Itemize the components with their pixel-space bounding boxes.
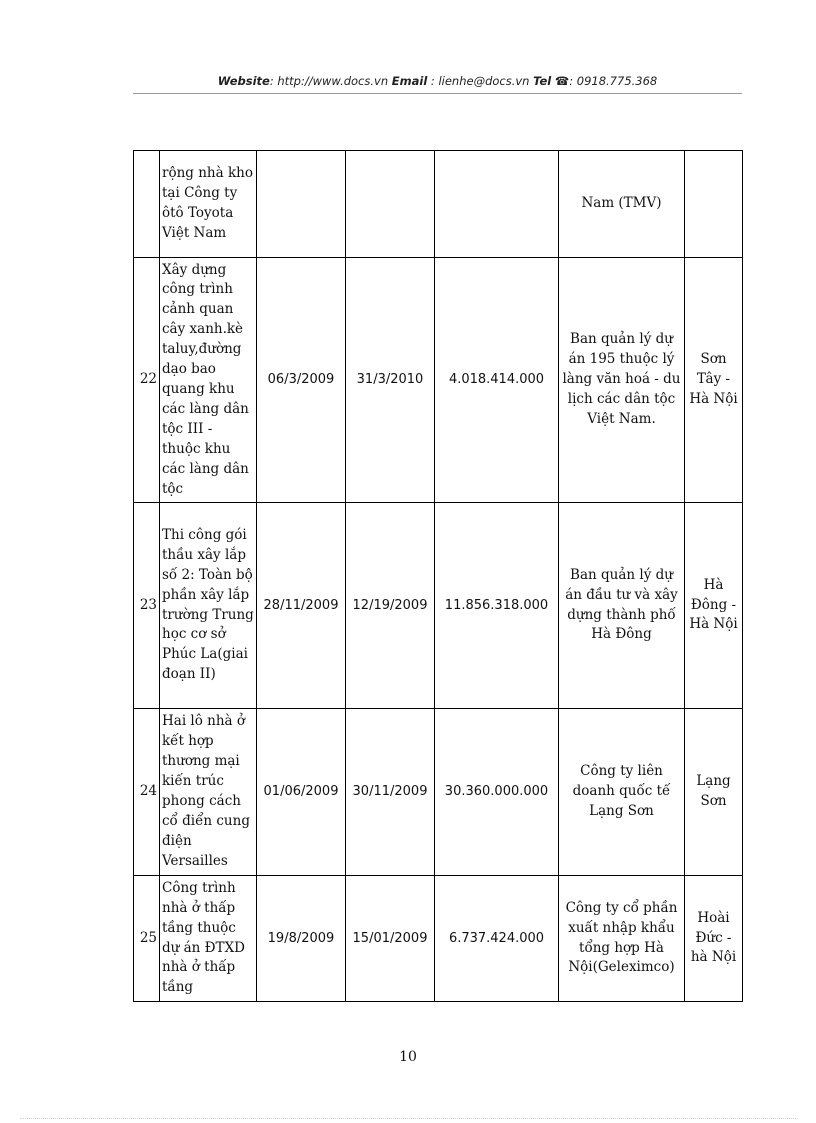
project-owner: Công ty cổ phần xuất nhập khẩu tổng hợp Hà Nội(Geleximco) xyxy=(559,876,685,1002)
header-divider xyxy=(133,93,742,94)
page-number: 10 xyxy=(399,1049,417,1065)
footer-divider xyxy=(20,1118,796,1119)
project-name: Công trình nhà ở thấp tầng thuộc dự án ĐTXD nhà ở thấp tầng xyxy=(160,876,257,1002)
row-number: 24 xyxy=(134,709,160,876)
contract-value: 30.360.000.000 xyxy=(435,709,559,876)
project-owner: Nam (TMV) xyxy=(559,151,685,258)
start-date: 06/3/2009 xyxy=(257,258,346,503)
end-date: 12/19/2009 xyxy=(346,503,435,709)
start-date: 19/8/2009 xyxy=(257,876,346,1002)
contract-value xyxy=(435,151,559,258)
project-name: Xây dựng công trình cảnh quan cây xanh.kè taluy,đường dạo bao quang khu các làng dân tộc III - thuộc khu các làng dân tộc xyxy=(160,258,257,503)
end-date xyxy=(346,151,435,258)
contract-value: 11.856.318.000 xyxy=(435,503,559,709)
project-location: Hà Đông - Hà Nội xyxy=(685,503,743,709)
project-location: Lạng Sơn xyxy=(685,709,743,876)
end-date: 30/11/2009 xyxy=(346,709,435,876)
project-owner: Công ty liên doanh quốc tế Lạng Sơn xyxy=(559,709,685,876)
email-value: : lienhe@docs.vn xyxy=(430,74,530,88)
table-row xyxy=(134,503,743,709)
end-date: 15/01/2009 xyxy=(346,876,435,1002)
table-row xyxy=(134,258,743,503)
email-label: Email xyxy=(391,74,428,88)
start-date xyxy=(257,151,346,258)
start-date: 01/06/2009 xyxy=(257,709,346,876)
project-owner: Ban quản lý dự án 195 thuộc lý làng văn hoá - du lịch các dân tộc Việt Nam. xyxy=(559,258,685,503)
project-name: Thi công gói thầu xây lắp số 2: Toàn bộ phần xây lắp trường Trung học cơ sở Phúc La(giai đoạn II) xyxy=(160,503,257,709)
table-row xyxy=(134,709,743,876)
phone-icon: ☎ xyxy=(554,74,570,88)
start-date: 28/11/2009 xyxy=(257,503,346,709)
tel-value: : 0918.775.368 xyxy=(569,74,658,88)
project-name: rộng nhà kho tại Công ty ôtô Toyota Việt Nam xyxy=(160,151,257,258)
end-date: 31/3/2010 xyxy=(346,258,435,503)
contract-value: 6.737.424.000 xyxy=(435,876,559,1002)
tel-label: Tel xyxy=(533,74,552,88)
project-location: Hoài Đức - hà Nội xyxy=(685,876,743,1002)
projects-table xyxy=(133,150,743,1002)
website-value: : http://www.docs.vn xyxy=(269,74,389,88)
row-number xyxy=(134,151,160,258)
row-number: 25 xyxy=(134,876,160,1002)
row-number: 22 xyxy=(134,258,160,503)
table-row xyxy=(134,876,743,1002)
project-name: Hai lô nhà ở kết hợp thương mại kiến trúc phong cách cổ điển cung điện Versailles xyxy=(160,709,257,876)
project-location xyxy=(685,151,743,258)
row-number: 23 xyxy=(134,503,160,709)
table-row xyxy=(134,151,743,258)
project-owner: Ban quản lý dự án đầu tư và xây dựng thành phố Hà Đông xyxy=(559,503,685,709)
website-label: Website xyxy=(217,74,270,88)
contract-value: 4.018.414.000 xyxy=(435,258,559,503)
project-location: Sơn Tây - Hà Nội xyxy=(685,258,743,503)
page-header xyxy=(133,74,742,88)
